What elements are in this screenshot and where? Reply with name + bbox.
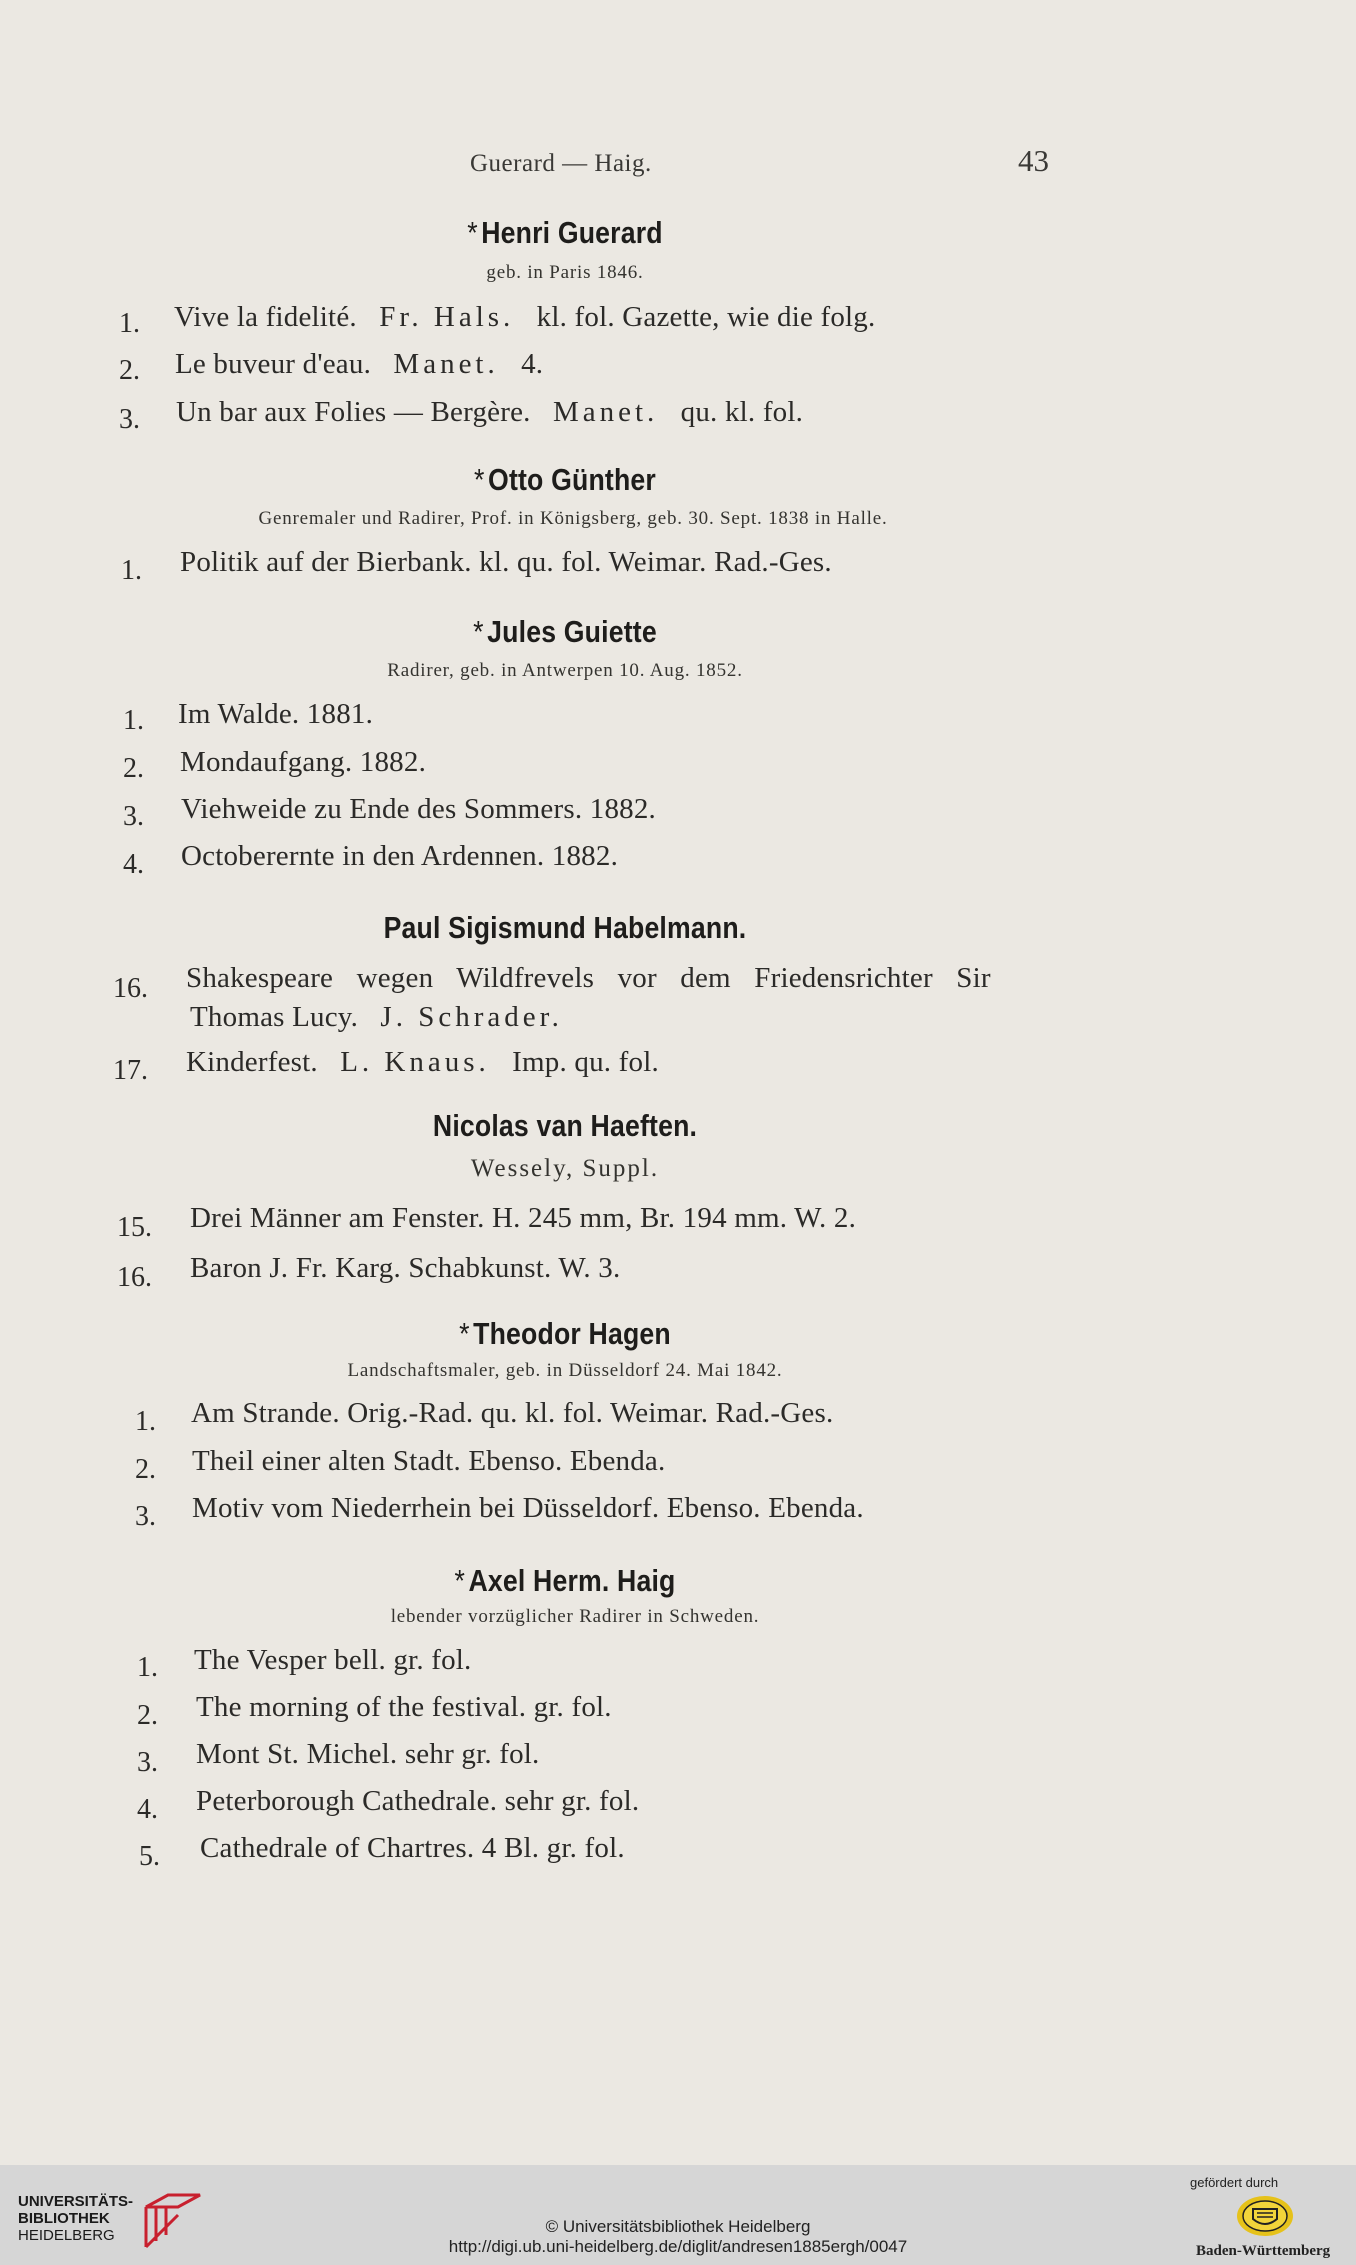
page-number: 43: [1018, 143, 1049, 178]
scanned-page: Guerard — Haig. 43 * Henri Guerard geb. in Paris 1846. 1. Vive la fidelité. Fr. Hals. kl. fol. Gazette, wie die folg. 2. Le buveur d'eau. Manet. 4. 3. Un bar aux Folies — Bergère. Manet. qu. kl. fol. * Otto Günther Genremaler und Radirer, Prof. in Königsberg, geb. 30. Sept. 1838 in Halle. 1. Politik auf der Bierbank. kl. qu. fol. Weimar. Rad.-Ges. * Jules Guiette Radirer, geb. in Antwerpen 10. Aug. 1852. 1. Im Walde. 1881. 2. Mondaufgang. 1882. 3. Viehweide zu Ende des Sommers. 1882. 4. Octoberernte in den Ardennen. 1882. Paul Sigismund Habelmann. 16. Shakespeare wegen Wildfrevels vor dem Friedensrichter Sir Thomas Lucy. J. Schrader. 17. Kinderfest. L. Knaus. Imp. qu. fol. Nicolas van Haeften. Wessely, Suppl. 15. Drei Männer am Fenster. H. 245 mm, Br. 194 mm. W. 2. 16. Baron J. Fr. Karg. Schabkunst. W. 3. * Theodor Hagen Landschaftsmaler, geb. in Düsseldorf 24. Mai 1842. 1. Am Strande. Orig.-Rad. qu. kl. fol. Weimar. Rad.-Ges. 2. Theil einer alten Stadt. Ebenso. Ebenda. 3. Motiv vom Niederrhein bei Düsseldorf. Ebenso. Ebenda. * Axel Herm. Haig lebender vorzüglicher Radirer in Schweden. 1. The Vesper bell. gr. fol. 2. The morning of the festival. gr. fol. 3. Mont St. Michel. sehr gr. fol. 4. Peterborough Cathedrale. sehr gr. fol. 5. Cathedrale of Chartres. 4 Bl. gr. fol.: [0, 0, 1356, 2165]
subtitle-nicolas-van-haeften: Wessely, Suppl.: [470, 1155, 660, 1182]
heading-nicolas-van-haeften: Nicolas van Haeften.: [432, 1108, 698, 1143]
subtitle-axel-haig: lebender vorzüglicher Radirer in Schweden.: [390, 1606, 760, 1627]
heading-otto-guenther: * Otto Günther: [474, 462, 656, 497]
heading-jules-guiette: * Jules Guiette: [473, 614, 657, 649]
copyright-text: © Universitätsbibliothek Heidelberg: [545, 2217, 811, 2236]
footer-bar: [0, 2165, 1356, 2265]
subtitle-theodor-hagen: Landschaftsmaler, geb. in Düsseldorf 24. Mai 1842.: [347, 1360, 783, 1381]
running-title: Guerard — Haig.: [470, 150, 652, 177]
permalink-url[interactable]: http://digi.ub.uni-heidelberg.de/diglit/andresen1885ergh/0047: [448, 2237, 908, 2256]
heading-theodor-hagen: * Theodor Hagen: [459, 1316, 671, 1351]
heading-paul-habelmann: Paul Sigismund Habelmann.: [383, 910, 747, 945]
crest-icon: [1236, 2195, 1294, 2237]
subtitle-jules-guiette: Radirer, geb. in Antwerpen 10. Aug. 1852.: [387, 660, 743, 681]
subtitle-otto-guenther: Genremaler und Radirer, Prof. in Königsberg, geb. 30. Sept. 1838 in Halle.: [258, 508, 888, 529]
heading-henri-guerard: * Henri Guerard: [467, 215, 663, 250]
funder-name: Baden-Württemberg: [1196, 2243, 1331, 2259]
library-name: UNIVERSITÄTS- BIBLIOTHEK HEIDELBERG: [18, 2193, 134, 2244]
heading-axel-haig: * Axel Herm. Haig: [454, 1563, 676, 1598]
subtitle-henri-guerard: geb. in Paris 1846.: [486, 262, 644, 283]
funder-label: gefördert durch: [1190, 2175, 1279, 2190]
